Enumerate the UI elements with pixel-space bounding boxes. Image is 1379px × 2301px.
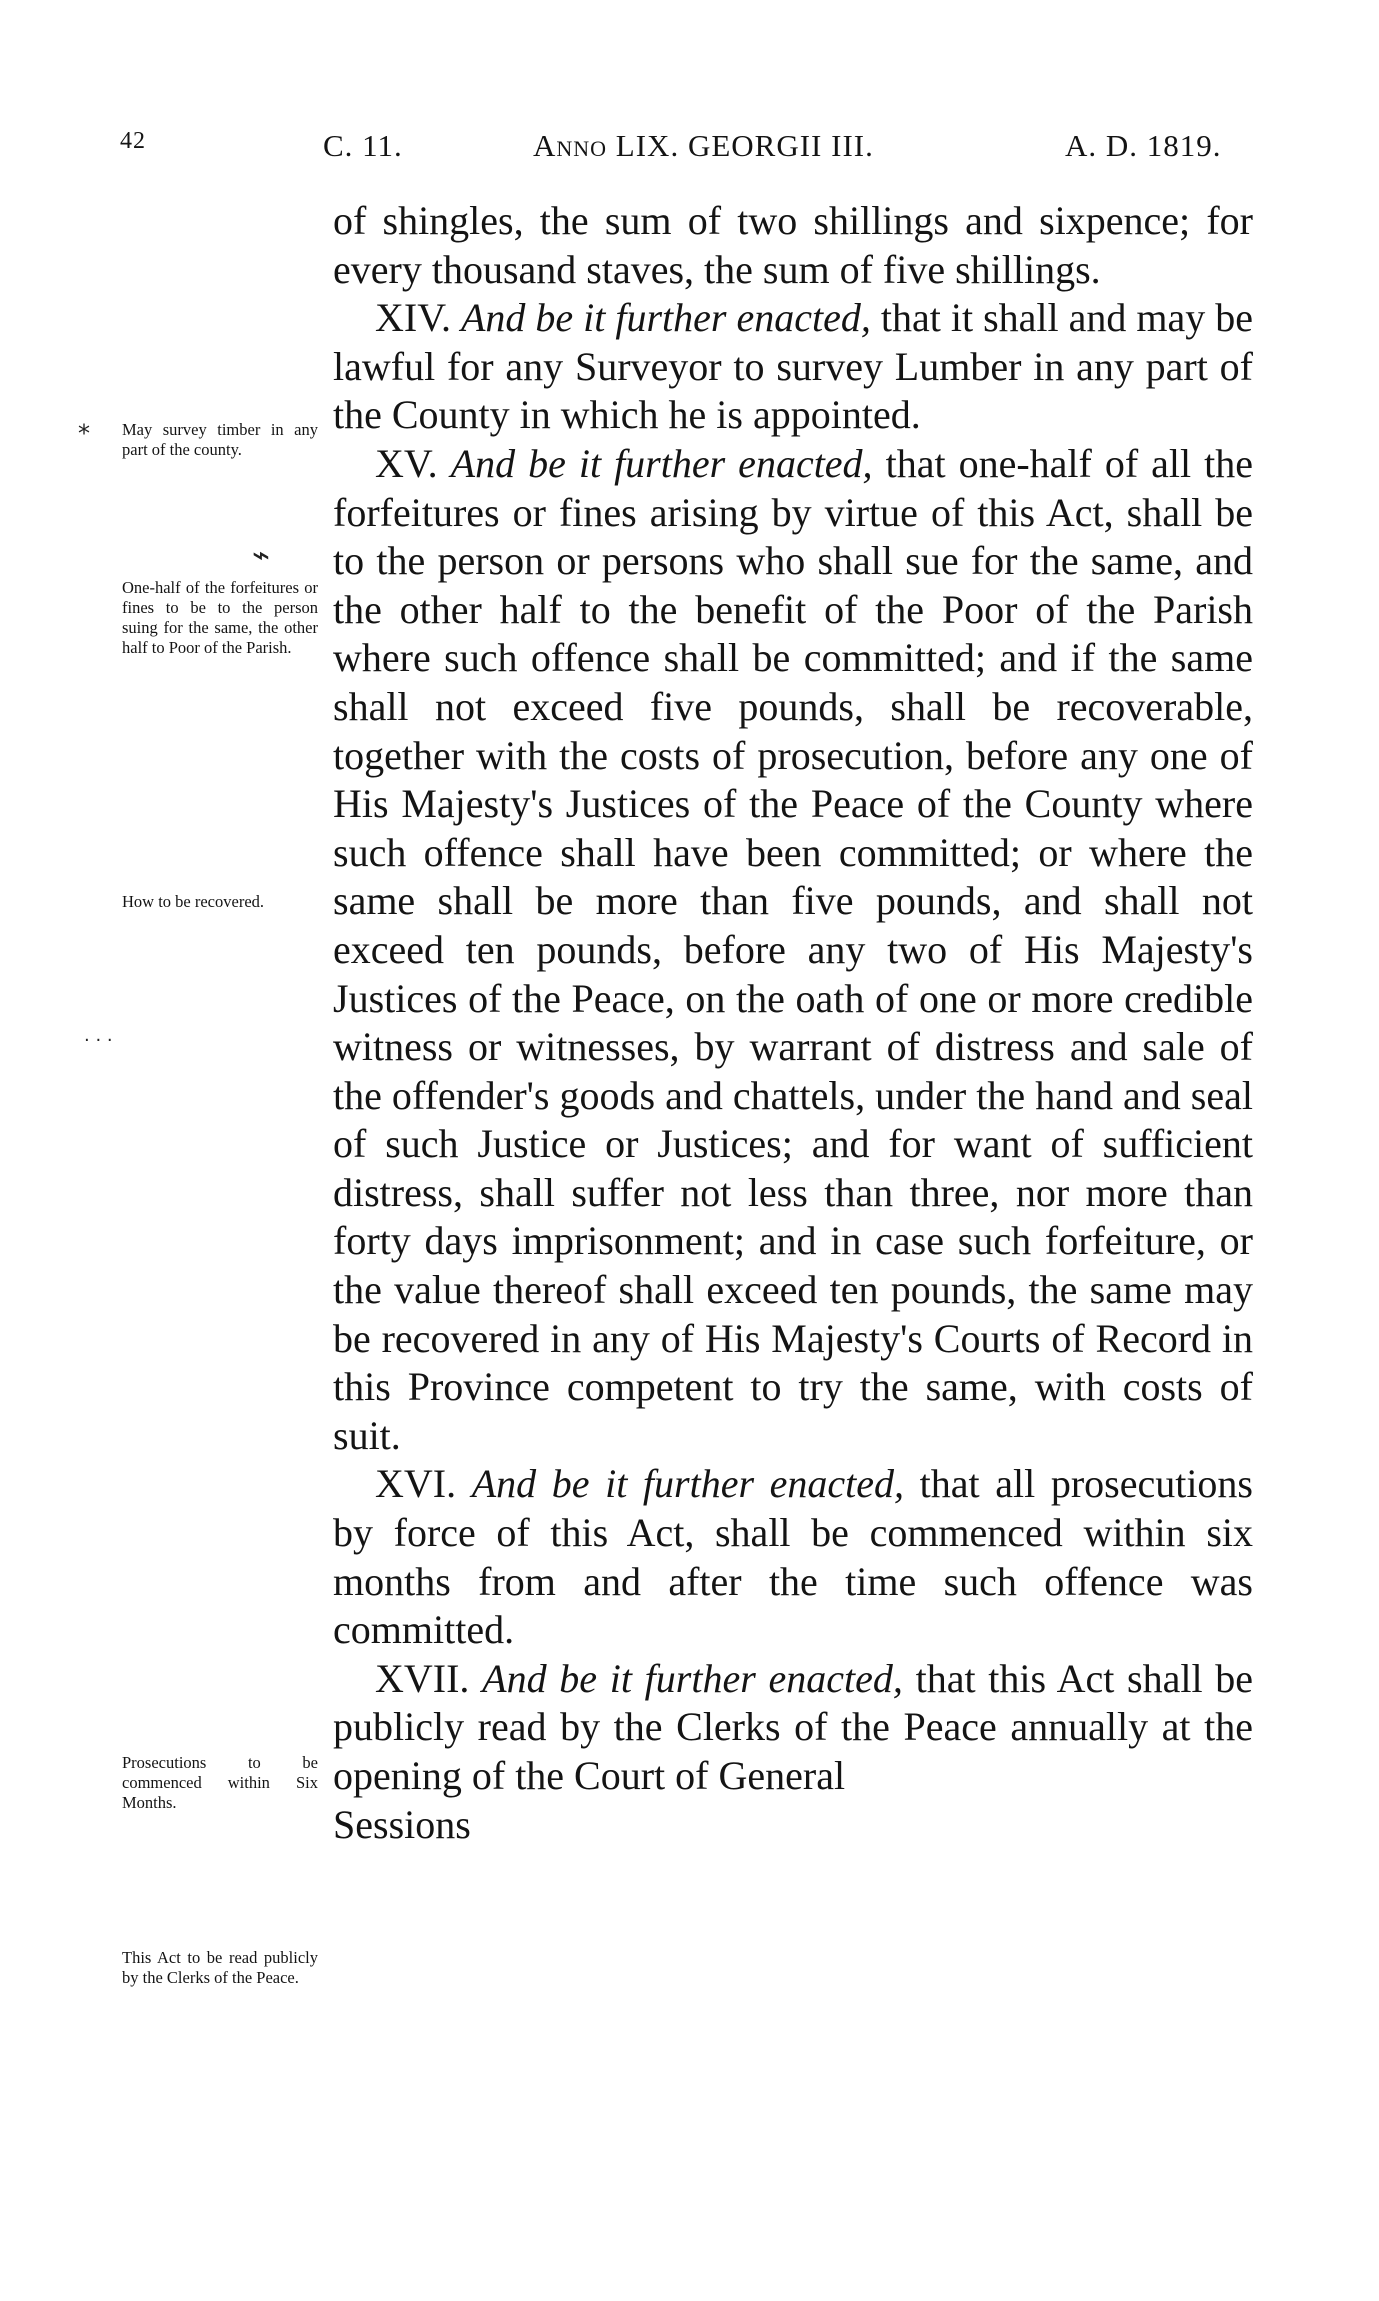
- regnal-year: Anno LIX. GEORGII III.: [533, 128, 874, 163]
- chapter-number: C. 11.: [323, 128, 403, 163]
- continuation-text: of shingles, the sum of two shillings and sixpence; for every thousand staves, the sum of five shillings.: [333, 198, 1253, 292]
- margin-note-survey: May survey timber in any part of the county.: [122, 420, 318, 459]
- section-text: that all prosecutions by force of this Act, shall be commenced within six months from and after the time such offence was committed.: [333, 1461, 1253, 1653]
- running-header: [110, 128, 1270, 168]
- section-xv: [333, 440, 1253, 1460]
- section-xiv: [333, 294, 1253, 440]
- enacting-clause: And be it further enacted,: [450, 440, 873, 486]
- section-xvi: [333, 1460, 1253, 1654]
- enacting-clause: And be it further enacted,: [482, 1655, 903, 1701]
- calendar-year: A. D. 1819.: [1065, 128, 1222, 163]
- margin-note-recovery: How to be recovered.: [122, 892, 265, 911]
- page-number: 42: [120, 128, 146, 154]
- section-number: XV.: [375, 440, 438, 486]
- enacting-clause: And be it further enacted,: [471, 1461, 905, 1507]
- margin-note-public-reading: This Act to be read publicly by the Clerks of the Peace.: [122, 1948, 318, 1987]
- scan-artifact-mark: ⁎: [78, 412, 90, 440]
- act-body-text: [333, 197, 1253, 1849]
- section-number: XVI.: [375, 1461, 457, 1507]
- section-text: that it shall and may be lawful for any Surveyor to survey Lumber in any part of the County in which he is appointed.: [333, 295, 1254, 438]
- enacting-clause: And be it further enacted,: [460, 295, 871, 341]
- section-text: that this Act shall be publicly read by the Clerks of the Peace annually at the opening of the Court of General: [333, 1655, 1254, 1798]
- scan-artifact-mark: · · ·: [84, 1030, 113, 1051]
- section-xvii: [333, 1655, 1253, 1801]
- margin-note-prosecutions: Prosecutions to be commenced within Six Months.: [122, 1753, 318, 1812]
- scan-artifact-mark: ⌁: [252, 538, 271, 573]
- section-text: that one-half of all the forfeitures or fines arising by virtue of this Act, shall be to the person or persons who shall sue for the same, and the other half to the benefit of the Poor of the Parish where such offence shall be committed; and if the same shall not exceed five pounds, shall be recoverable, together with the costs of prosecution, before any one of His Majesty's Justices of the Peace of the County where such offence shall have been committed; or where the same shall be more than five pounds, and shall not exceed ten pounds, before any two of His Majesty's Justices of the Peace, on the oath of one or more credible witness or witnesses, by warrant of distress and sale of the offender's goods and chattels, under the hand and seal of such Justice or Justices; and for want of sufficient distress, shall suffer not less than three, nor more than forty days imprisonment; and in case such forfeiture, or the value thereof shall exceed ten pounds, the same may be recovered in any of His Majesty's Courts of Record in this Province competent to try the same, with costs of suit.: [333, 440, 1254, 1458]
- section-number: XIV.: [375, 295, 451, 341]
- margin-note-forfeitures: One-half of the forfeitures or fines to be to the person suing for the same, the other half to Poor of the Parish.: [122, 578, 318, 657]
- section-number: XVII.: [375, 1655, 470, 1701]
- catchword: Sessions: [333, 1801, 471, 1847]
